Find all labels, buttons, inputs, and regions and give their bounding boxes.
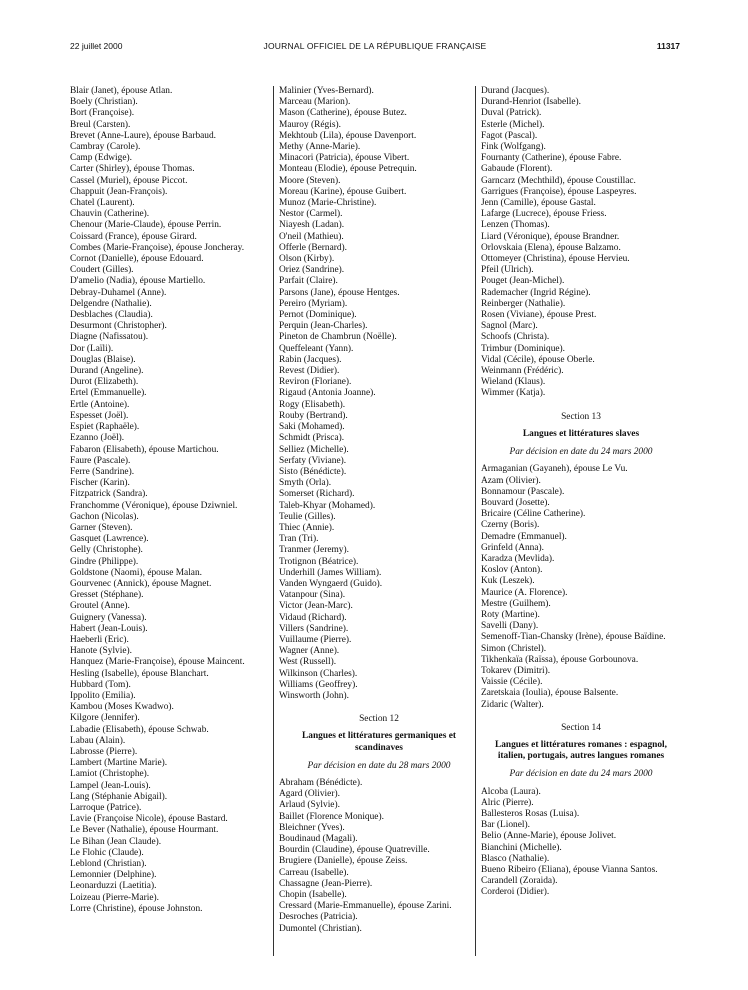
name-entry: D'amelio (Nadia), épouse Martiello. <box>70 276 206 287</box>
name-entry: Chassagne (Jean-Pierre). <box>279 878 373 889</box>
name-entry: Pouget (Jean-Michel). <box>481 276 565 287</box>
name-entry: Somerset (Richard). <box>279 489 355 500</box>
name-entry: Goldstone (Naomi), épouse Malan. <box>70 567 203 578</box>
name-entry: Teulie (Gilles). <box>279 511 336 522</box>
name-entry: Breul (Carsten). <box>70 119 131 130</box>
name-entry: Hanquez (Marie-Françoise), épouse Maincent. <box>70 657 245 668</box>
name-entry: Alcoba (Laura). <box>481 786 541 797</box>
name-entry: Boely (Christian). <box>70 97 138 108</box>
name-entry: Wagner (Anne). <box>279 646 340 657</box>
name-entry: Underhill (James William). <box>279 567 382 578</box>
name-entry: Durot (Elizabeth). <box>70 377 139 388</box>
name-entry: Gelly (Christophe). <box>70 545 143 556</box>
name-entry: Nestor (Carmel). <box>279 209 343 220</box>
name-entry: Cressard (Marie-Emmanuelle), épouse Zarini. <box>279 901 452 912</box>
name-entry: Savelli (Dany). <box>481 621 539 632</box>
name-entry: Villers (Sandrine). <box>279 623 349 634</box>
name-entry: Fagot (Pascal). <box>481 130 538 141</box>
name-entry: Chenour (Marie-Claude), épouse Perrin. <box>70 220 222 231</box>
name-entry: Agard (Olivier). <box>279 789 340 800</box>
name-entry: Selliez (Michelle). <box>279 444 349 455</box>
name-entry: Zidaric (Walter). <box>481 699 544 710</box>
name-entry: Lorre (Christine), épouse Johnston. <box>70 903 203 914</box>
name-entry: Groutel (Anne). <box>70 601 130 612</box>
name-entry: Vidal (Cécile), épouse Oberle. <box>481 354 595 365</box>
name-entry: Le Bever (Nathalie), épouse Hourmant. <box>70 825 219 836</box>
name-entry: Revest (Didier). <box>279 366 340 377</box>
name-entry: Trimbur (Dominique). <box>481 343 566 354</box>
name-entry: Orlovskaia (Elena), épouse Balzamo. <box>481 242 621 253</box>
name-entry: Czerny (Boris). <box>481 520 540 531</box>
name-entry: Maurice (A. Florence). <box>481 587 568 598</box>
name-entry: Rabin (Jacques). <box>279 354 342 365</box>
name-entry: Semenoff-Tian-Chansky (Irène), épouse Baïdine. <box>481 632 666 643</box>
name-entry: Niayesh (Ladan). <box>279 220 345 231</box>
name-entry: Vaissie (Cécile). <box>481 677 543 688</box>
name-entry: Bar (Lionel). <box>481 820 530 831</box>
name-entry: Vatanpour (Sina). <box>279 590 346 601</box>
name-entry: Victor (Jean-Marc). <box>279 601 353 612</box>
name-entry: Ottomeyer (Christina), épouse Hervieu. <box>481 254 630 265</box>
name-entry: Gasquet (Lawrence). <box>70 534 149 545</box>
name-entry: Lafarge (Lucrece), épouse Friess. <box>481 209 607 220</box>
name-entry: Moreau (Karine), épouse Guibert. <box>279 186 407 197</box>
name-entry: Lamiot (Christophe). <box>70 769 150 780</box>
name-entry: Rosen (Viviane), épouse Prest. <box>481 310 597 321</box>
name-entry: Arlaud (Sylvie). <box>279 800 340 811</box>
name-entry: Desurmont (Christopher). <box>70 321 167 332</box>
name-entry: Demadre (Emmanuel). <box>481 531 567 542</box>
name-entry: Desroches (Patricia). <box>279 912 358 923</box>
name-entry: Larroque (Patrice). <box>70 803 142 813</box>
name-entry: Olson (Kirby). <box>279 254 335 265</box>
name-entry: Gourvenec (Annick), épouse Magnet. <box>70 578 212 589</box>
name-entry: Methy (Anne-Marie). <box>279 142 361 153</box>
name-entry: Minacori (Patricia), épouse Vibert. <box>279 153 410 164</box>
name-entry: Lampel (Jean-Louis). <box>70 780 151 791</box>
name-entry: Bricaire (Céline Catherine). <box>481 509 586 520</box>
name-entry: Ertel (Emmanuelle). <box>70 388 147 399</box>
name-entry: Guignery (Vanessa). <box>70 612 147 623</box>
name-entry: Cambray (Carole). <box>70 142 141 153</box>
name-entry: Kuk (Leszek). <box>481 576 535 587</box>
name-entry: Espiet (Raphaële). <box>70 422 140 433</box>
name-entry: Carandell (Zoraida). <box>481 876 558 887</box>
name-entry: Blasco (Nathalie). <box>481 853 550 864</box>
page-header <box>70 41 680 53</box>
column-3 <box>475 86 681 956</box>
name-entry: Vidaud (Richard). <box>279 612 347 623</box>
section-subject: Langues et littératures romanes : espagnol, italien, portugais, autres langues romanes <box>494 739 668 762</box>
name-entry: Fischer (Karin). <box>70 478 130 489</box>
name-entry: Monteau (Elodie), épouse Petrequin. <box>279 164 417 175</box>
name-entry: Wieland (Klaus). <box>481 377 546 388</box>
name-entry: Habert (Jean-Louis). <box>70 623 148 634</box>
name-entry: Gresset (Stéphane). <box>70 590 144 601</box>
name-entry: Combes (Marie-Françoise), épouse Joncheray. <box>70 242 245 253</box>
name-entry: Parfait (Claire). <box>279 276 338 287</box>
name-entry: Carter (Shirley), épouse Thomas. <box>70 164 195 175</box>
name-entry: Wilkinson (Charles). <box>279 668 358 679</box>
name-entry: Armaganian (Gayaneh), épouse Le Vu. <box>481 464 628 475</box>
name-entry: Kambou (Moses Kwadwo). <box>70 702 174 713</box>
name-entry: Esterle (Michel). <box>481 119 545 130</box>
name-entry: Bueno Ribeiro (Eliana), épouse Vianna Santos. <box>481 865 658 875</box>
section-title: Section 12 <box>359 714 399 725</box>
name-entry: Pfeil (Ulrich). <box>481 265 534 276</box>
name-entry: Bourdin (Claudine), épouse Quatreville. <box>279 845 430 856</box>
name-entry: Mason (Catherine), épouse Butez. <box>279 108 407 119</box>
name-entry: Labadie (Elisabeth), épouse Schwab. <box>70 724 209 735</box>
name-entry: Coissard (France), épouse Girard. <box>70 231 197 242</box>
name-entry: Dor (Laïli). <box>70 343 114 354</box>
name-entry: Camp (Edwige). <box>70 153 132 164</box>
name-entry: Wimmer (Katja). <box>481 388 546 399</box>
name-entry: Offerle (Bernard). <box>279 242 348 253</box>
name-entry: Thiec (Annie). <box>279 522 335 533</box>
name-entry: Belio (Anne-Marie), épouse Jolivet. <box>481 831 617 842</box>
header-page-number: 11317 <box>656 41 680 51</box>
name-entry: Chopin (Isabelle). <box>279 890 347 901</box>
name-entry: Cornot (Danielle), épouse Edouard. <box>70 254 204 265</box>
name-entry: Tranmer (Jeremy). <box>279 545 349 556</box>
name-entry: Douglas (Blaise). <box>70 354 136 365</box>
name-entry: Bleichner (Yves). <box>279 822 345 833</box>
name-entry: Le Flohic (Claude). <box>70 847 144 858</box>
name-entry: Zaretskaia (Ioulia), épouse Balsente. <box>481 688 619 699</box>
name-entry: Williams (Geoffrey). <box>279 679 358 690</box>
name-entry: Pineton de Chambrun (Noëlle). <box>279 332 397 343</box>
name-entry: Reviron (Floriane). <box>279 377 352 388</box>
header-title: JOURNAL OFFICIEL DE LA RÉPUBLIQUE FRANÇAISE <box>263 41 487 51</box>
name-entry: Garncarz (Mechthild), épouse Coustillac. <box>481 175 636 186</box>
name-entry: Karadza (Mevlida). <box>481 553 555 564</box>
name-entry: Lemonnier (Delphine). <box>70 870 157 881</box>
section-decision: Par décision en date du 28 mars 2000 <box>307 760 451 771</box>
header-date: 22 juillet 2000 <box>70 41 123 51</box>
name-entry: Coudert (Gilles). <box>70 265 134 276</box>
name-entry: Duval (Patrick). <box>481 108 542 119</box>
name-entry: Desblaches (Claudia). <box>70 310 153 321</box>
name-entry: Loizeau (Pierre-Marie). <box>70 892 160 903</box>
name-entry: Lenzen (Thomas). <box>481 220 550 231</box>
name-entry: Baillet (Florence Monique). <box>279 811 384 822</box>
name-entry: Dumontel (Christian). <box>279 923 362 934</box>
name-entry: Bouvard (Josette). <box>481 497 550 508</box>
name-entry: Reinberger (Nathalie). <box>481 298 566 309</box>
name-entry: Mauroy (Régis). <box>279 119 341 130</box>
name-entry: Hanote (Sylvie). <box>70 646 132 657</box>
name-entry: Bort (Françoise). <box>70 108 135 119</box>
name-entry: Durand-Henriot (Isabelle). <box>481 97 581 108</box>
name-entry: Munoz (Marie-Christine). <box>279 198 377 209</box>
name-entry: Fabaron (Elisabeth), épouse Martichou. <box>70 444 219 455</box>
name-entry: Leonarduzzi (Laetitia). <box>70 881 157 892</box>
name-entry: Azam (Olivier). <box>481 475 541 486</box>
name-entry: Faure (Pascale). <box>70 455 131 466</box>
name-entry: Franchomme (Véronique), épouse Dziwniel. <box>70 500 238 511</box>
name-entry: Rouby (Bertrand). <box>279 410 348 421</box>
name-entry: Ertle (Antoine). <box>70 399 130 410</box>
section-subject: Langues et littératures germaniques et scandinaves <box>302 731 456 753</box>
name-entry: Carreau (Isabelle). <box>279 867 349 878</box>
name-entry: Brevet (Anne-Laure), épouse Barbaud. <box>70 130 217 141</box>
name-entry: Garrigues (Françoise), épouse Laspeyres. <box>481 186 637 197</box>
name-entry: Vanden Wyngaerd (Guido). <box>279 578 383 589</box>
name-entry: Liard (Véronique), épouse Brandner. <box>481 231 620 242</box>
name-entry: Chappuit (Jean-François). <box>70 186 168 197</box>
name-entry: Brugiere (Danielle), épouse Zeiss. <box>279 856 408 867</box>
name-entry: Abraham (Bénédicte). <box>279 777 363 788</box>
name-entry: Alric (Pierre). <box>481 797 534 808</box>
name-entry: Weinmann (Frédéric). <box>481 366 564 377</box>
name-entry: Delgendre (Nathalie). <box>70 298 152 309</box>
name-entry: Winsworth (John). <box>279 690 349 701</box>
name-entry: Queffeleant (Yann). <box>279 343 354 354</box>
name-entry: Mestre (Guilhem). <box>481 598 551 609</box>
name-entry: Durand (Angeline). <box>70 366 144 377</box>
name-entry: Lavie (Françoise Nicole), épouse Bastard. <box>70 814 228 825</box>
name-entry: Schoofs (Christa). <box>481 332 550 343</box>
name-entry: Bonnamour (Pascale). <box>481 486 565 497</box>
name-entry: Tokarev (Dimitri). <box>481 665 551 676</box>
name-entry: Espesset (Joël). <box>70 410 129 421</box>
name-entry: Hubbard (Tom). <box>70 679 131 690</box>
section-title: Section 13 <box>561 411 601 422</box>
name-entry: Marceau (Marion). <box>279 97 351 108</box>
name-entry: Saki (Mohamed). <box>279 422 345 433</box>
name-entry: Ippolito (Emilia). <box>70 690 136 701</box>
name-entry: Lang (Stéphanie Abigail). <box>70 791 168 802</box>
name-entry: Boudinaud (Magali). <box>279 834 358 844</box>
name-entry: Parsons (Jane), épouse Hentges. <box>279 287 400 298</box>
name-entry: Trotignon (Béatrice). <box>279 556 359 567</box>
column-1 <box>70 86 268 956</box>
name-entry: Tran (Tri). <box>279 534 319 545</box>
name-entry: Leblond (Christian). <box>70 859 147 870</box>
name-entry: Malinier (Yves-Bernard). <box>279 86 374 96</box>
name-entry: Koslov (Anton). <box>481 565 543 576</box>
name-entry: Ferre (Sandrine). <box>70 466 135 477</box>
name-entry: Moore (Steven). <box>279 175 341 186</box>
name-entry: Durand (Jacques). <box>481 86 550 96</box>
name-entry: Sagnol (Marc). <box>481 321 538 332</box>
name-entry: Vuillaume (Pierre). <box>279 634 352 645</box>
name-entry: Ezanno (Joël). <box>70 433 125 444</box>
section-title: Section 14 <box>561 722 601 733</box>
section-decision: Par décision en date du 24 mars 2000 <box>509 769 653 780</box>
name-entry: Taleb-Khyar (Mohamed). <box>279 500 376 511</box>
name-entry: Gindre (Philippe). <box>70 556 139 567</box>
name-entry: Diagne (Nafissatou). <box>70 332 149 343</box>
name-entry: Smyth (Orla). <box>279 478 332 489</box>
name-entry: Gachon (Nicolas). <box>70 511 139 522</box>
name-entry: Sisto (Bénédicte). <box>279 466 347 477</box>
name-entry: Haeberli (Eric). <box>70 634 129 645</box>
name-entry: Labrosse (Pierre). <box>70 746 138 757</box>
name-entry: Blair (Janet), épouse Atlan. <box>70 86 173 96</box>
section-decision: Par décision en date du 24 mars 2000 <box>509 447 653 458</box>
name-entry: Debray-Duhamel (Anne). <box>70 287 167 298</box>
name-entry: Hesling (Isabelle), épouse Blanchart. <box>70 668 209 679</box>
section-subject: Langues et littératures slaves <box>522 428 640 439</box>
name-entry: Perquin (Jean-Charles). <box>279 321 368 332</box>
name-entry: Chatel (Laurent). <box>70 198 135 209</box>
name-entry: Oriez (Sandrine). <box>279 265 345 276</box>
name-entry: Fitzpatrick (Sandra). <box>70 489 148 500</box>
name-entry: Fournanty (Catherine), épouse Fabre. <box>481 153 622 164</box>
name-entry: Rigaud (Antonia Joanne). <box>279 388 376 399</box>
name-entry: Chauvin (Catherine). <box>70 209 150 220</box>
name-entry: Gabaude (Florent). <box>481 164 553 175</box>
name-entry: Rademacher (Ingrid Régine). <box>481 287 591 298</box>
name-entry: Rogy (Elisabeth). <box>279 399 346 410</box>
name-entry: Tikhenkaïa (Raïssa), épouse Gorbounova. <box>481 654 639 665</box>
name-entry: Garner (Steven). <box>70 522 133 533</box>
name-entry: Bianchini (Michelle). <box>481 842 562 853</box>
name-entry: Cassel (Muriel), épouse Piccot. <box>70 175 188 186</box>
name-entry: Corderoi (Didier). <box>481 887 550 898</box>
name-entry: Kilgore (Jennifer). <box>70 713 140 724</box>
name-entry: Simon (Christel). <box>481 643 547 654</box>
name-entry: Lambert (Martine Marie). <box>70 758 168 769</box>
name-entry: Pernot (Dominique). <box>279 310 357 321</box>
name-entry: Roty (Martine). <box>481 609 540 620</box>
name-entry: Ballesteros Rosas (Luisa). <box>481 808 580 819</box>
name-entry: Jenn (Camille), épouse Gastal. <box>481 198 596 209</box>
name-entry: Labau (Alain). <box>70 735 126 746</box>
name-entry: Serfaty (Viviane). <box>279 455 347 466</box>
name-entry: Le Bihan (Jean Claude). <box>70 836 162 847</box>
name-entry: Fink (Wolfgang). <box>481 142 546 153</box>
name-entry: O'neil (Mathieu). <box>279 231 344 242</box>
name-entry: Pereiro (Myriam). <box>279 298 348 309</box>
name-entry: Mekhtoub (Lila), épouse Davenport. <box>279 130 417 141</box>
name-entry: Schmidt (Prisca). <box>279 433 345 444</box>
column-2 <box>273 86 479 956</box>
name-entry: Grinfeld (Anna). <box>481 542 544 553</box>
name-entry: West (Russell). <box>279 657 337 668</box>
